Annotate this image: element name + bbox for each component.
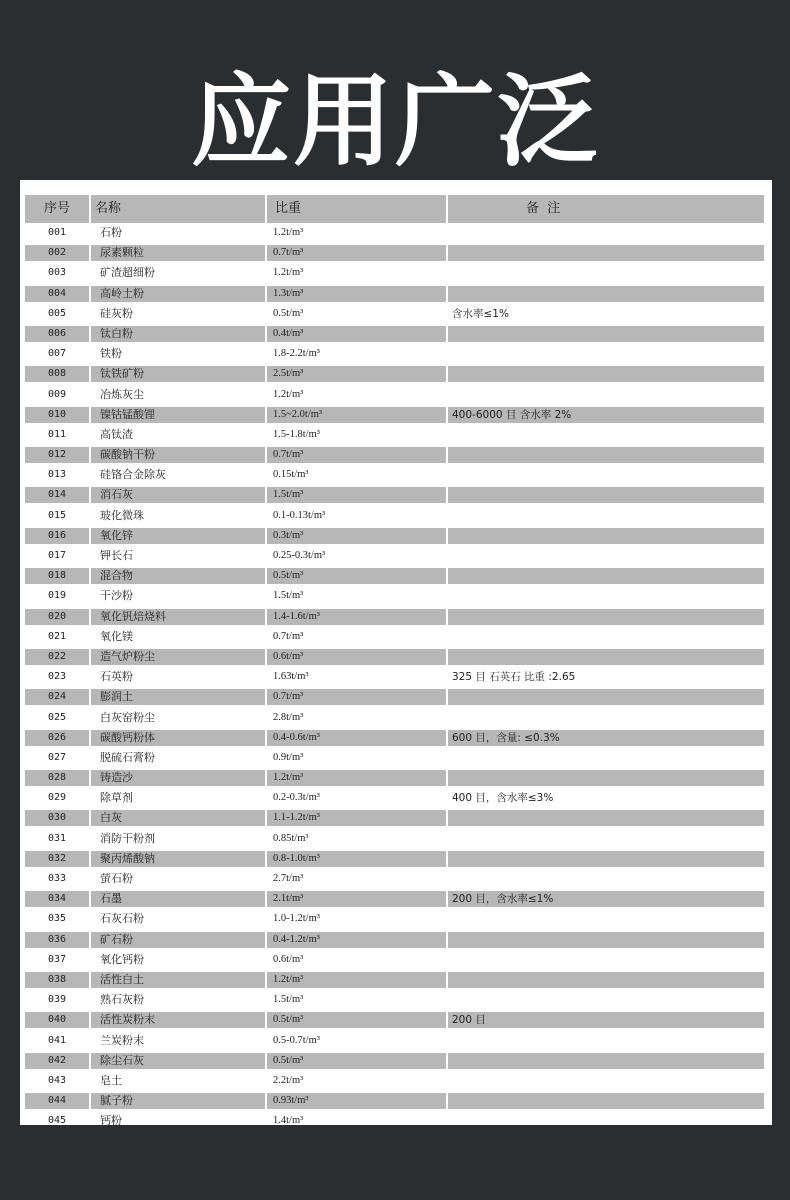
cell-density: 0.6t/m³: [273, 650, 304, 662]
cell-index: 014: [48, 489, 67, 501]
cell-name: 碳酸钙粉体: [100, 730, 155, 744]
cell-name: 白灰: [100, 811, 122, 825]
cell-name: 石粉: [100, 226, 122, 239]
cell-density: 1.2t/m³: [273, 973, 304, 985]
row-divider: [89, 689, 91, 705]
cell-note: 400 目，含水率≤3%: [452, 792, 554, 805]
cell-density: 0.5t/m³: [273, 307, 304, 319]
cell-index: 011: [48, 428, 67, 440]
table-row: [20, 970, 772, 990]
cell-note: 600 目，含量: ≤0.3%: [452, 731, 560, 744]
cell-name: 腻子粉: [100, 1094, 133, 1108]
row-shade: [25, 1093, 764, 1109]
cell-index: 039: [48, 994, 67, 1006]
cell-index: 003: [48, 267, 67, 279]
row-divider: [265, 649, 267, 665]
cell-index: 029: [48, 792, 67, 804]
table-row: [20, 647, 772, 667]
header-density: 比重: [275, 201, 302, 216]
cell-name: 硅铬合金除灰: [100, 468, 166, 482]
page-title: 应用广泛: [191, 63, 599, 180]
cell-density: 0.5t/m³: [273, 1014, 304, 1026]
row-divider: [446, 528, 448, 544]
cell-index: 035: [48, 913, 67, 925]
table-header: [25, 195, 764, 223]
cell-index: 015: [48, 509, 67, 521]
cell-index: 033: [48, 873, 67, 884]
cell-name: 氧化镁: [100, 629, 133, 643]
table-row: [20, 586, 772, 606]
row-divider: [265, 447, 267, 463]
table-row: [20, 1111, 772, 1131]
cell-density: 1.5t/m³: [273, 994, 304, 1006]
cell-density: 2.5t/m³: [273, 368, 304, 380]
cell-note: 325 目 石英石 比重 :2.65: [452, 671, 576, 684]
row-divider: [446, 730, 448, 746]
row-divider: [89, 1093, 91, 1109]
table-row: [20, 808, 772, 828]
cell-name: 钾长石: [100, 549, 133, 562]
row-divider: [89, 487, 91, 503]
cell-index: 022: [48, 650, 67, 662]
cell-density: 2.1t/m³: [273, 893, 304, 905]
cell-density: 1.5t/m³: [273, 489, 304, 501]
cell-index: 034: [48, 893, 67, 905]
table-row: [20, 506, 772, 526]
table-row: [20, 667, 772, 687]
cell-index: 037: [48, 953, 67, 965]
table-row: [20, 284, 772, 304]
cell-name: 高钛渣: [100, 427, 133, 441]
header-index: 序号: [44, 201, 71, 216]
cell-density: 1.2t/m³: [273, 267, 304, 279]
row-shade: [25, 810, 764, 826]
header-divider: [265, 195, 267, 223]
row-divider: [89, 326, 91, 342]
cell-density: 1.2t/m³: [273, 772, 304, 784]
table-row: [20, 445, 772, 465]
cell-index: 009: [48, 388, 67, 400]
row-divider: [265, 245, 267, 261]
table-row: [20, 1051, 772, 1071]
row-divider: [446, 1053, 448, 1069]
cell-name: 除草剂: [100, 791, 133, 805]
row-divider: [89, 649, 91, 665]
row-divider: [265, 1012, 267, 1028]
cell-density: 0.9t/m³: [273, 751, 304, 763]
cell-index: 001: [48, 227, 67, 238]
row-divider: [446, 689, 448, 705]
row-divider: [89, 851, 91, 867]
cell-name: 尿素颗粒: [100, 246, 144, 260]
row-shade: [25, 891, 764, 907]
cell-index: 030: [48, 812, 67, 824]
cell-density: 0.85t/m³: [273, 832, 309, 844]
cell-index: 020: [48, 610, 67, 622]
cell-density: 0.4-1.2t/m³: [273, 933, 320, 945]
row-divider: [446, 487, 448, 503]
row-divider: [265, 1093, 267, 1109]
table-row: [20, 748, 772, 768]
table-row: [20, 627, 772, 647]
cell-density: 0.2-0.3t/m³: [273, 792, 320, 804]
table-row: [20, 526, 772, 546]
cell-name: 白灰窑粉尘: [100, 710, 155, 724]
cell-density: 0.8-1.0t/m³: [273, 852, 320, 864]
row-divider: [446, 286, 448, 302]
cell-name: 钛铁矿粉: [100, 367, 144, 381]
row-divider: [89, 447, 91, 463]
cell-density: 2.7t/m³: [273, 873, 304, 884]
cell-density: 2.8t/m³: [273, 711, 304, 723]
cell-density: 1.63t/m³: [273, 671, 309, 683]
cell-index: 008: [48, 368, 67, 380]
row-divider: [446, 851, 448, 867]
row-divider: [89, 932, 91, 948]
row-divider: [446, 891, 448, 907]
cell-density: 1.1-1.2t/m³: [273, 812, 320, 824]
row-divider: [89, 609, 91, 625]
cell-index: 038: [48, 973, 67, 985]
row-divider: [265, 770, 267, 786]
cell-index: 043: [48, 1074, 67, 1086]
cell-name: 熟石灰粉: [100, 993, 144, 1007]
row-divider: [446, 407, 448, 423]
cell-index: 005: [48, 307, 67, 319]
cell-name: 萤石粉: [100, 872, 133, 885]
row-shade: [25, 528, 764, 544]
cell-density: 1.5t/m³: [273, 590, 304, 602]
row-divider: [89, 1012, 91, 1028]
cell-index: 026: [48, 731, 67, 743]
table-row: [20, 950, 772, 970]
row-divider: [446, 649, 448, 665]
table-row: [20, 566, 772, 586]
cell-name: 玻化微珠: [100, 508, 144, 522]
table-row: [20, 546, 772, 566]
table-row: [20, 243, 772, 263]
cell-name: 氧化锌: [100, 528, 133, 542]
row-divider: [446, 609, 448, 625]
cell-note: 200 目，含水率≤1%: [452, 893, 554, 906]
cell-index: 027: [48, 751, 67, 763]
table-body: [20, 223, 772, 1131]
cell-index: 031: [48, 832, 67, 844]
table-row: [20, 1071, 772, 1091]
row-divider: [265, 730, 267, 746]
cell-name: 石灰石粉: [100, 912, 144, 926]
table-row: [20, 1091, 772, 1111]
cell-density: 0.5t/m³: [273, 570, 304, 582]
cell-name: 矿渣超细粉: [100, 266, 155, 280]
cell-density: 0.93t/m³: [273, 1095, 309, 1107]
table-row: [20, 788, 772, 808]
cell-name: 高岭土粉: [100, 286, 144, 300]
cell-index: 028: [48, 772, 67, 784]
row-divider: [446, 1012, 448, 1028]
cell-density: 0.4-0.6t/m³: [273, 731, 320, 743]
row-divider: [265, 407, 267, 423]
cell-density: 1.4-1.6t/m³: [273, 610, 320, 622]
row-divider: [265, 568, 267, 584]
cell-name: 钙粉: [100, 1114, 122, 1128]
table-row: [20, 930, 772, 950]
table-row: [20, 990, 772, 1010]
row-divider: [89, 528, 91, 544]
table-row: [20, 768, 772, 788]
row-shade: [25, 770, 764, 786]
cell-density: 0.7t/m³: [273, 247, 304, 259]
table-row: [20, 909, 772, 929]
row-divider: [265, 972, 267, 988]
row-divider: [89, 245, 91, 261]
table-row: [20, 405, 772, 425]
row-divider: [265, 810, 267, 826]
cell-name: 膨润土: [100, 690, 133, 704]
cell-name: 铁粉: [100, 347, 122, 361]
table-row: [20, 324, 772, 344]
table-row: [20, 344, 772, 364]
cell-index: 041: [48, 1034, 67, 1046]
cell-name: 混合物: [100, 569, 133, 583]
row-divider: [265, 528, 267, 544]
row-divider: [446, 770, 448, 786]
table-row: [20, 263, 772, 283]
cell-name: 活性炭粉末: [100, 1013, 155, 1027]
row-shade: [25, 326, 764, 342]
row-divider: [89, 1053, 91, 1069]
row-shade: [25, 689, 764, 705]
cell-index: 016: [48, 529, 67, 541]
cell-name: 钛白粉: [100, 326, 133, 340]
cell-note: 200 目: [452, 1014, 486, 1027]
table-row: [20, 465, 772, 485]
cell-index: 018: [48, 570, 67, 582]
cell-index: 021: [48, 630, 67, 642]
cell-index: 019: [48, 590, 67, 602]
cell-index: 013: [48, 469, 67, 481]
row-divider: [265, 851, 267, 867]
cell-index: 044: [48, 1095, 67, 1107]
cell-density: 1.8-2.2t/m³: [273, 348, 320, 360]
cell-name: 兰炭粉末: [100, 1033, 144, 1047]
cell-index: 023: [48, 671, 67, 683]
cell-density: 0.15t/m³: [273, 469, 309, 481]
row-divider: [446, 1093, 448, 1109]
table-row: [20, 223, 772, 243]
cell-name: 消防干粉剂: [100, 831, 155, 845]
row-divider: [265, 366, 267, 382]
cell-index: 036: [48, 933, 67, 945]
material-density-table: [20, 180, 772, 1128]
header-divider: [89, 195, 91, 223]
row-divider: [446, 366, 448, 382]
row-divider: [446, 447, 448, 463]
cell-note: 含水率≤1%: [452, 307, 509, 320]
cell-name: 消石灰: [100, 488, 133, 502]
table-row: [20, 849, 772, 869]
cell-name: 石英粉: [100, 670, 133, 684]
cell-index: 024: [48, 691, 67, 703]
cell-density: 2.2t/m³: [273, 1074, 304, 1086]
cell-name: 氧化钒焙烧料: [100, 609, 166, 623]
header-divider: [446, 195, 448, 223]
cell-name: 活性白土: [100, 972, 144, 986]
table-row: [20, 425, 772, 445]
cell-index: 032: [48, 852, 67, 864]
cell-density: 1.5-1.8t/m³: [273, 428, 320, 440]
row-divider: [89, 972, 91, 988]
row-divider: [446, 326, 448, 342]
cell-density: 0.5t/m³: [273, 1054, 304, 1066]
table-row: [20, 607, 772, 627]
row-divider: [265, 689, 267, 705]
cell-index: 017: [48, 550, 67, 561]
cell-index: 010: [48, 408, 67, 420]
cell-index: 004: [48, 287, 67, 299]
cell-density: 1.2t/m³: [273, 227, 304, 238]
table-row: [20, 708, 772, 728]
cell-name: 镍钴锰酸锂: [100, 407, 155, 421]
header-note: 备 注: [526, 201, 561, 216]
cell-index: 006: [48, 327, 67, 339]
row-divider: [89, 770, 91, 786]
row-divider: [446, 810, 448, 826]
table-row: [20, 1031, 772, 1051]
row-divider: [89, 286, 91, 302]
row-divider: [89, 407, 91, 423]
cell-note: 400-6000 目 含水率 2%: [452, 408, 572, 421]
cell-index: 045: [48, 1115, 67, 1127]
cell-density: 0.7t/m³: [273, 691, 304, 703]
table-row: [20, 1010, 772, 1030]
cell-name: 氧化钙粉: [100, 952, 144, 966]
cell-name: 矿石粉: [100, 932, 133, 946]
cell-name: 石墨: [100, 892, 122, 906]
cell-name: 干沙粉: [100, 589, 133, 603]
table-row: [20, 687, 772, 707]
row-divider: [89, 810, 91, 826]
table-row: [20, 385, 772, 405]
cell-density: 0.3t/m³: [273, 529, 304, 541]
cell-density: 0.1-0.13t/m³: [273, 509, 326, 521]
row-divider: [89, 568, 91, 584]
cell-density: 1.0-1.2t/m³: [273, 913, 320, 925]
row-shade: [25, 487, 764, 503]
row-divider: [89, 366, 91, 382]
row-divider: [89, 891, 91, 907]
cell-name: 硅灰粉: [100, 306, 133, 320]
cell-density: 0.7t/m³: [273, 449, 304, 461]
cell-density: 0.4t/m³: [273, 327, 304, 339]
row-divider: [446, 568, 448, 584]
row-divider: [265, 487, 267, 503]
header-name: 名称: [95, 201, 122, 216]
cell-name: 皂土: [100, 1073, 122, 1087]
table-row: [20, 889, 772, 909]
row-shade: [25, 932, 764, 948]
cell-index: 040: [48, 1014, 67, 1026]
cell-density: 1.2t/m³: [273, 388, 304, 400]
cell-density: 0.7t/m³: [273, 630, 304, 642]
table-row: [20, 829, 772, 849]
cell-name: 聚丙烯酸钠: [100, 851, 155, 865]
row-shade: [25, 568, 764, 584]
cell-name: 铸造沙: [100, 771, 133, 785]
row-divider: [446, 245, 448, 261]
table-row: [20, 364, 772, 384]
cell-index: 012: [48, 449, 67, 461]
row-divider: [265, 326, 267, 342]
table-row: [20, 728, 772, 748]
cell-index: 002: [48, 247, 67, 259]
cell-index: 007: [48, 348, 67, 360]
row-divider: [89, 730, 91, 746]
row-divider: [265, 1053, 267, 1069]
cell-name: 造气炉粉尘: [100, 649, 155, 663]
row-divider: [265, 891, 267, 907]
cell-name: 除尘石灰: [100, 1053, 144, 1067]
cell-density: 0.5-0.7t/m³: [273, 1034, 320, 1046]
row-divider: [265, 932, 267, 948]
cell-name: 冶炼灰尘: [100, 387, 144, 401]
row-divider: [446, 932, 448, 948]
cell-density: 1.3t/m³: [273, 287, 304, 299]
row-divider: [265, 286, 267, 302]
cell-density: 0.25-0.3t/m³: [273, 550, 326, 561]
row-divider: [446, 972, 448, 988]
cell-density: 1.4t/m³: [273, 1115, 304, 1127]
table-row: [20, 485, 772, 505]
table-row: [20, 304, 772, 324]
cell-index: 042: [48, 1054, 67, 1066]
cell-density: 1.5~2.0t/m³: [273, 408, 323, 420]
table-row: [20, 869, 772, 889]
cell-index: 025: [48, 711, 67, 723]
cell-name: 脱硫石膏粉: [100, 750, 155, 764]
cell-name: 碳酸钠干粉: [100, 448, 155, 462]
row-divider: [265, 609, 267, 625]
cell-density: 0.6t/m³: [273, 953, 304, 965]
